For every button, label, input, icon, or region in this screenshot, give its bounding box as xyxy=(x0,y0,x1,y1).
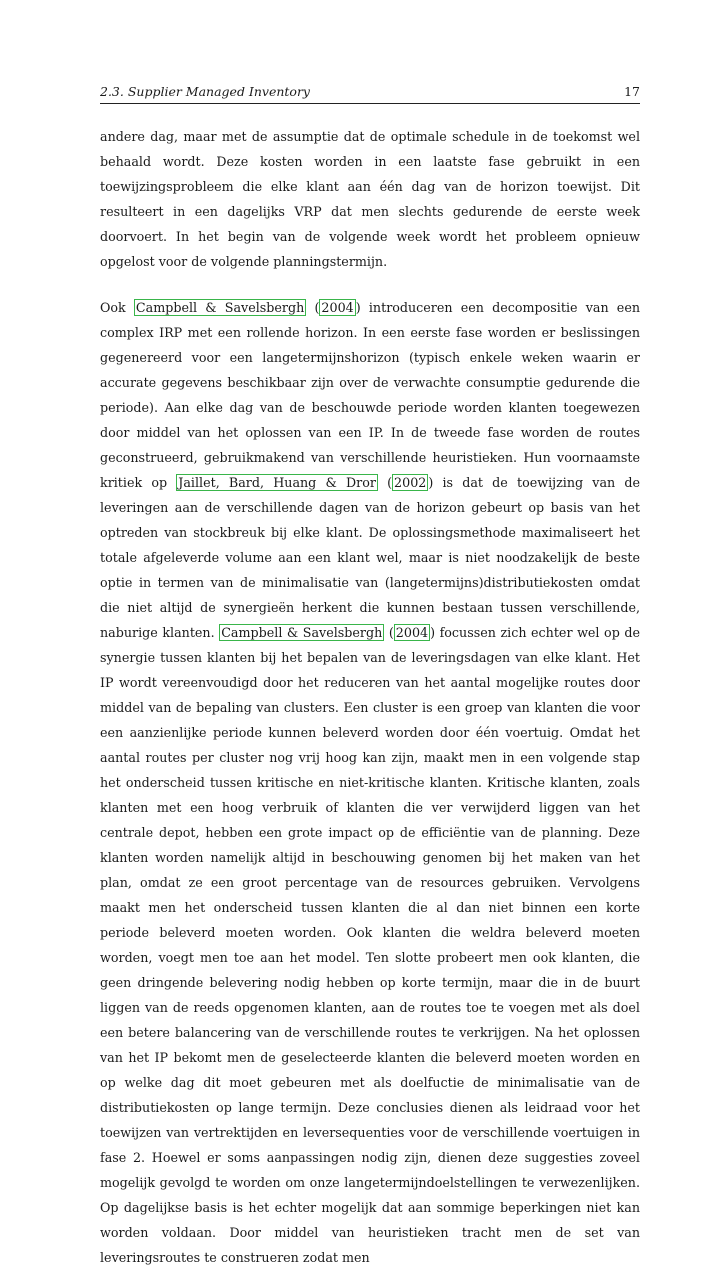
citation-link-campbell-savelsbergh[interactable]: Campbell & Savelsbergh xyxy=(135,300,305,315)
text-segment: ( xyxy=(306,300,320,315)
text-segment: ) focussen zich echter wel op de synergie tussen klanten bij het bepalen van de leveringsdagen van elke klant. Het IP wordt vereenvoudigd door het reduceren van het aantal mogelijke routes door middel van de bepaling van clusters. Een cluster is een groep van klanten die voor een aanzienlijke periode kunnen beleverd worden door één voertuig. Omdat het aantal routes per cluster nog vrij hoog kan zijn, maakt men in een volgende stap het onderscheid tussen kritische en niet-kritische klanten. Kritische klanten, zoals klanten met een hoog verbruik of klanten die ver verwijderd liggen van het centrale depot, hebben een grote impact op de efficiëntie van de planning. Deze klanten worden namelijk altijd in beschouwing genomen bij het maken van het plan, omdat ze een groot percentage van de resources gebruiken. Vervolgens maakt men het onderscheid tussen klanten die al dan niet binnen een korte periode beleverd moeten worden. Ook klanten die weldra beleverd moeten worden, voegt men toe aan het model. Ten slotte probeert men ook klanten, die geen dringende belevering nodig hebben op korte termijn, maar die in de buurt liggen van de reeds opgenomen klanten, aan de routes toe te voegen met als doel een betere balancering van de verschillende routes te verkrijgen. Na het oplossen van het IP bekomt men de geselecteerde klanten die beleverd moeten worden en op welke dag dit moet gebeuren met als doelfuctie de minimalisatie van de distributiekosten op lange termijn. Deze conclusies dienen als leidraad voor het toewijzen van vertrektijden en leversequenties voor de verschillende voertuigen in fase 2. Hoewel er soms aanpassingen nodig zijn, dienen deze suggesties zoveel mogelijk gevolgd te worden om onze langetermijndoelstellingen te verwezenlijken. Op dagelijkse basis is het echter mogelijk dat aan sommige beperkingen niet kan worden voldaan. Door middel van heuristieken tracht men de set van leveringsroutes te construeren zodat men xyxy=(100,625,641,1265)
citation-year-link[interactable]: 2004 xyxy=(321,300,354,315)
citation-year-link[interactable]: 2004 xyxy=(395,625,429,640)
paragraph-2 xyxy=(100,295,640,1270)
text-segment: ) introduceren een decompositie van een complex IRP met een rollende horizon. In een eerste fase worden er beslissingen gegenereerd voor een langetermijnshorizon (typisch enkele weken waarin er accurate gegevens beschikbaar zijn over de verwachte consumptie gedurende die periode). Aan elke dag van de beschouwde periode worden klanten toegewezen door middel van het oplossen van een IP. In de tweede fase worden de routes geconstrueerd, gebruikmakend van verschillende heuristieken. Hun voornaamste kritiek op xyxy=(100,300,640,490)
citation-link-jaillet-bard-huang-dror[interactable]: Jaillet, Bard, Huang & Dror xyxy=(178,475,376,490)
citation-year-link[interactable]: 2002 xyxy=(394,475,427,490)
paragraph-1: andere dag, maar met de assumptie dat de optimale schedule in de toekomst wel behaald wordt. Deze kosten worden in een laatste fase gebruikt in een toewijzingsprobleem die elke klant aan één dag van de horizon toewijst. Dit resulteert in een dagelijks VRP dat men slechts gedurende de eerste week doorvoert. In het begin van de volgende week wordt het probleem opnieuw opgelost voor de volgende planningstermijn. xyxy=(100,129,640,269)
text-segment: ) is dat de toewijzing van de leveringen aan de verschillende dagen van de horizon gebeurt op basis van het optreden van stockbreuk bij elke klant. De oplossingsmethode maximaliseert het totale afgeleverde volume aan een klant wel, maar is niet noodzakelijk de beste optie in termen van de minimalisatie van (langetermijns)distributiekosten omdat die niet altijd de synergieën herkent die kunnen bestaan tussen verschillende, naburige klanten. xyxy=(100,475,641,640)
section-title: 2.3. Supplier Managed Inventory xyxy=(100,84,310,99)
paper-page xyxy=(100,84,640,1270)
page-number: 17 xyxy=(624,84,640,99)
citation-link-campbell-savelsbergh[interactable]: Campbell & Savelsbergh xyxy=(221,625,383,640)
running-header xyxy=(100,84,640,104)
text-segment: ( xyxy=(384,625,394,640)
text-segment: Ook xyxy=(100,300,134,315)
text-segment: ( xyxy=(377,475,393,490)
